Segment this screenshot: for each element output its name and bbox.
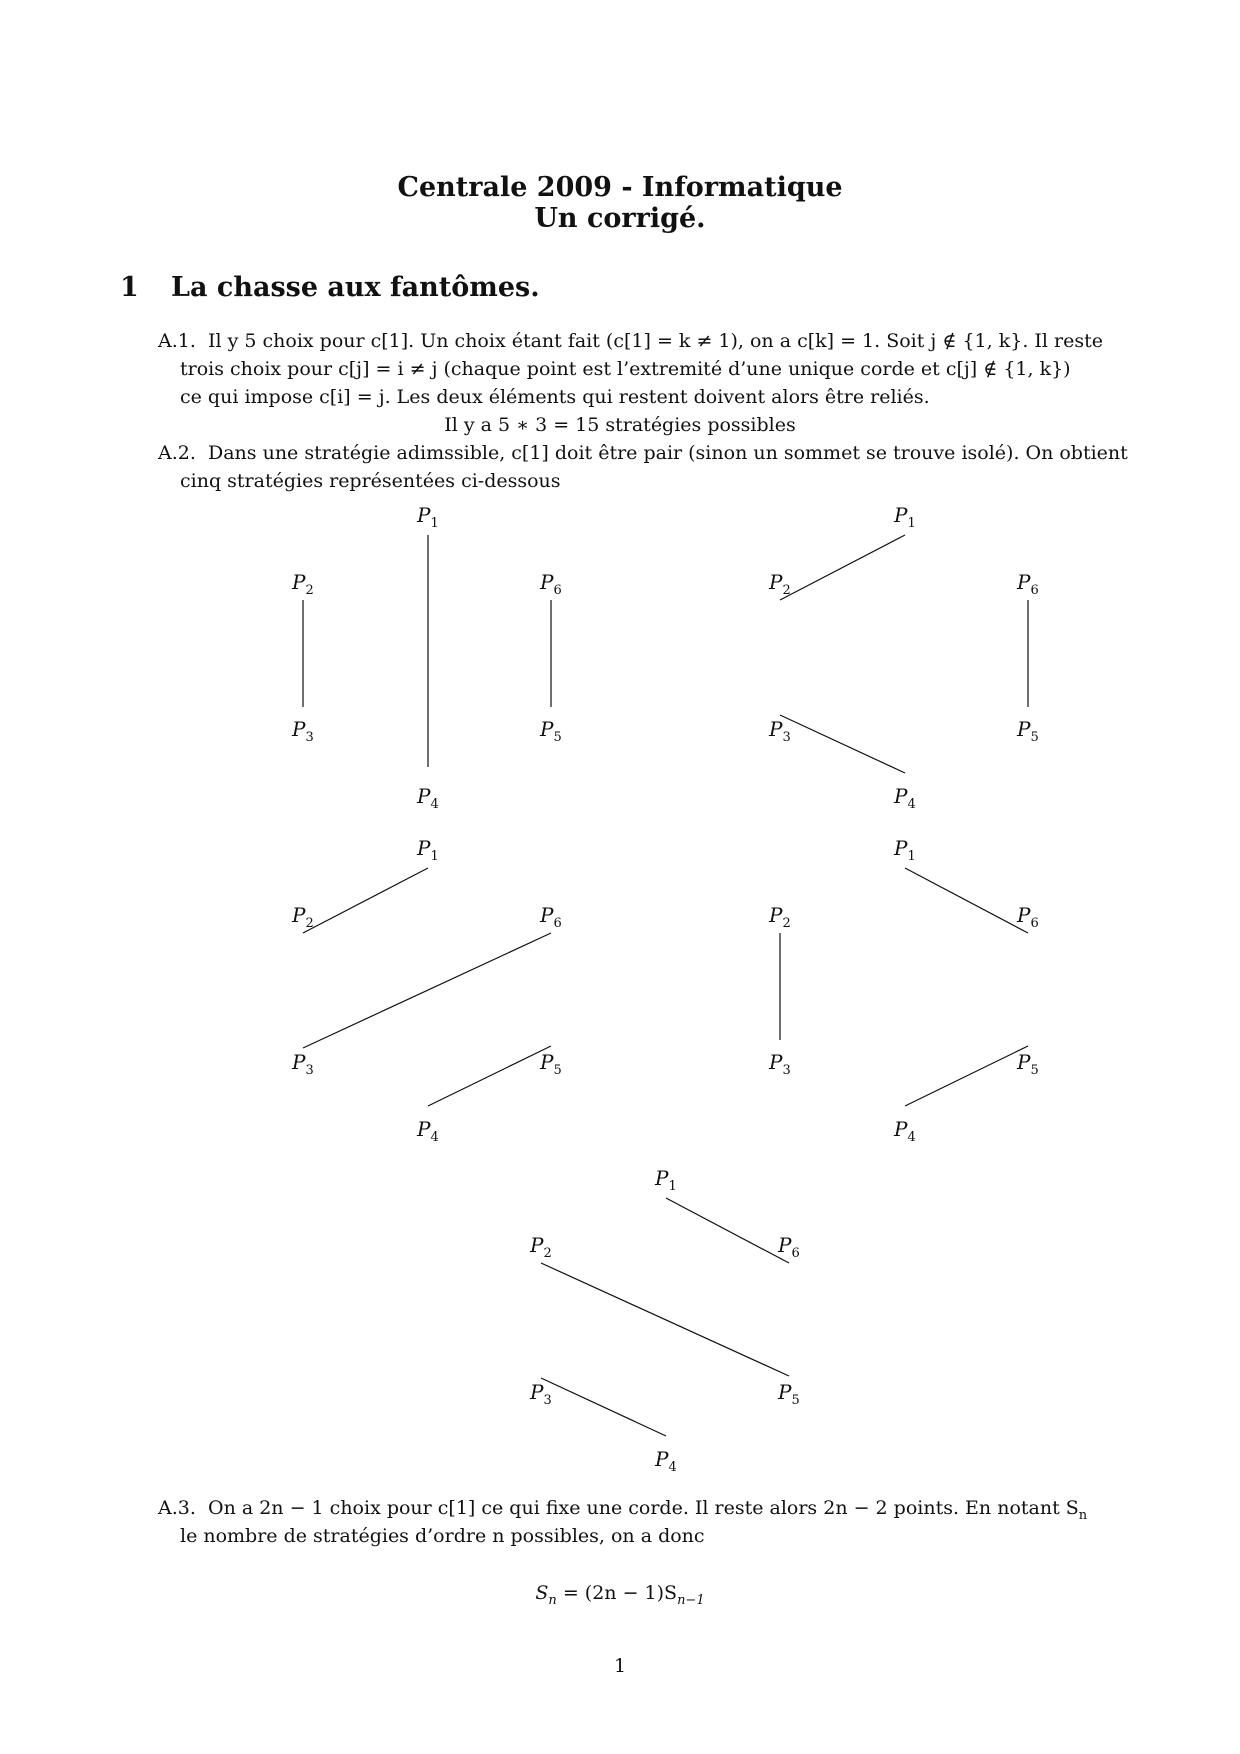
- point-label-p2: $P_2$: [769, 570, 791, 598]
- question-a3-label: A.3.: [158, 1497, 196, 1519]
- point-label-p3: $P_3$: [769, 1050, 791, 1078]
- strategy-3: [291, 836, 562, 1145]
- point-label-p3: $P_3$: [292, 1050, 314, 1078]
- chord-p1-p2: [303, 868, 428, 933]
- chord-p1-p6: [905, 868, 1028, 933]
- chord-p2-p5: [541, 1263, 789, 1376]
- formula-sub-n: n: [548, 1592, 557, 1608]
- point-label-p4: $P_4$: [894, 1117, 916, 1145]
- chord-p3-p4: [541, 1378, 666, 1436]
- point-label-p2: $P_2$: [769, 903, 791, 931]
- chord-p6-p3: [303, 933, 551, 1048]
- question-a1-line1: Il y 5 choix pour c[1]. Un choix étant fait (c[1] = k ≠ 1), on a c[k] = 1. Soit j ∉ {1, k}. Il reste: [208, 330, 1103, 352]
- point-label-p5: $P_5$: [540, 717, 562, 745]
- point-label-p2: $P_2$: [292, 903, 314, 931]
- recurrence-formula: [0, 1582, 1240, 1608]
- point-label-p5: $P_5$: [1017, 1050, 1039, 1078]
- question-a1-result: Il y a 5 ∗ 3 = 15 stratégies possibles: [444, 414, 796, 436]
- chord-p3-p4: [780, 715, 905, 773]
- formula-middle: = (2n − 1)S: [556, 1582, 678, 1604]
- point-label-p4: $P_4$: [417, 784, 439, 812]
- point-label-p4: $P_4$: [894, 784, 916, 812]
- question-a3-line1: [208, 1497, 1087, 1523]
- document-title: Centrale 2009 - Informatique: [397, 172, 843, 203]
- point-label-p2: $P_2$: [530, 1233, 552, 1261]
- point-label-p1: $P_1$: [417, 503, 439, 531]
- point-label-p2: $P_2$: [292, 570, 314, 598]
- point-label-p6: $P_6$: [540, 903, 562, 931]
- chord-p1-p6: [666, 1198, 789, 1263]
- point-label-p6: $P_6$: [1017, 570, 1039, 598]
- point-label-p3: $P_3$: [769, 717, 791, 745]
- question-a1-line3: ce qui impose c[i] = j. Les deux éléments qui restent doivent alors être reliés.: [180, 386, 930, 408]
- strategy-5: [529, 1166, 800, 1475]
- document-subtitle: Un corrigé.: [534, 203, 706, 234]
- point-label-p1: $P_1$: [894, 836, 916, 864]
- chord-p5-p4: [905, 1046, 1028, 1106]
- strategy-4: [768, 836, 1039, 1145]
- point-label-p6: $P_6$: [540, 570, 562, 598]
- point-label-p3: $P_3$: [292, 717, 314, 745]
- point-label-p5: $P_5$: [778, 1380, 800, 1408]
- point-label-p3: $P_3$: [530, 1380, 552, 1408]
- point-label-p1: $P_1$: [894, 503, 916, 531]
- formula-s: S: [535, 1582, 549, 1604]
- chord-p1-p2: [780, 535, 905, 600]
- point-label-p5: $P_5$: [1017, 717, 1039, 745]
- strategy-1: [291, 503, 562, 812]
- point-label-p4: $P_4$: [655, 1447, 677, 1475]
- chord-p5-p4: [428, 1046, 551, 1106]
- section-number: 1: [120, 272, 139, 303]
- point-label-p6: $P_6$: [1017, 903, 1039, 931]
- question-a2-line1: Dans une stratégie adimssible, c[1] doit être pair (sinon un sommet se trouve isolé). On obtient: [208, 442, 1128, 464]
- question-a1-line2: trois choix pour c[j] = i ≠ j (chaque point est l’extremité d’une unique corde et c[j] ∉ {1, k}): [180, 358, 1071, 380]
- point-label-p5: $P_5$: [540, 1050, 562, 1078]
- question-a2-label: A.2.: [158, 442, 196, 464]
- question-a3-line1-sub: n: [1078, 1507, 1088, 1523]
- question-a3-line2: le nombre de stratégies d’ordre n possibles, on a donc: [180, 1525, 705, 1547]
- question-a3-line1-text: On a 2n − 1 choix pour c[1] ce qui fixe une corde. Il reste alors 2n − 2 points. En notant S: [208, 1497, 1079, 1519]
- question-a1-label: A.1.: [158, 330, 196, 352]
- formula-sub-n-1: n−1: [677, 1592, 705, 1608]
- point-label-p6: $P_6$: [778, 1233, 800, 1261]
- section-title: La chasse aux fantômes.: [171, 272, 540, 303]
- question-a2-line2: cinq stratégies représentées ci-dessous: [180, 470, 561, 492]
- page-number: 1: [613, 1655, 627, 1677]
- point-label-p1: $P_1$: [417, 836, 439, 864]
- strategy-2: [768, 503, 1039, 812]
- point-label-p1: $P_1$: [655, 1166, 677, 1194]
- point-label-p4: $P_4$: [417, 1117, 439, 1145]
